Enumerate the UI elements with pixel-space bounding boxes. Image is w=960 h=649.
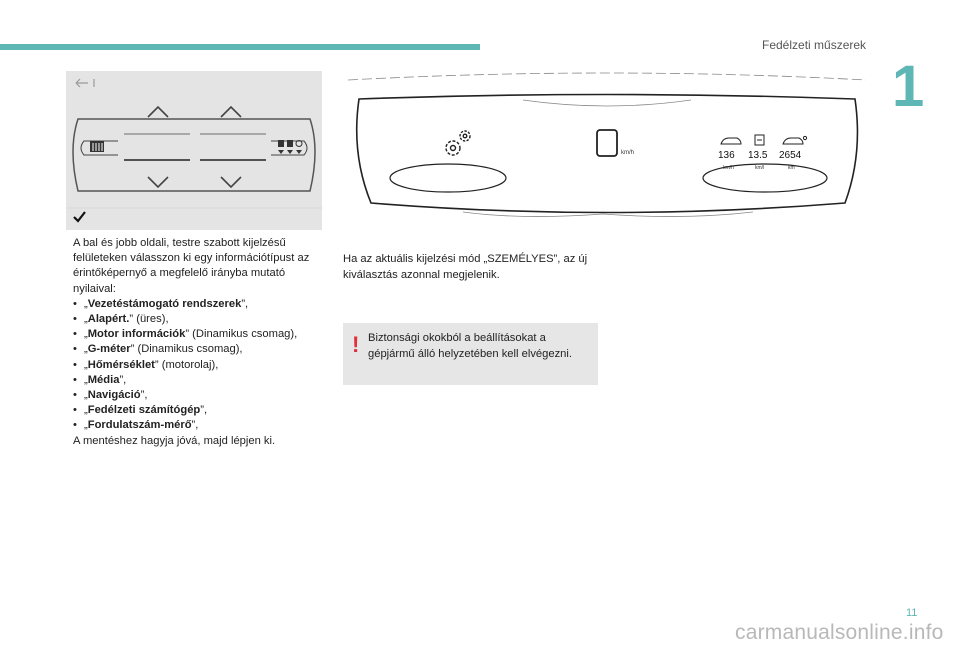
bullet: • bbox=[73, 389, 77, 402]
bullet: • bbox=[73, 404, 77, 417]
option-suffix: ” (motorolaj), bbox=[154, 358, 219, 371]
option-suffix: ”, bbox=[119, 373, 127, 386]
left-display-window bbox=[390, 164, 506, 192]
option-name: Motor információk bbox=[87, 328, 186, 341]
quote-open: „ bbox=[84, 358, 88, 371]
quote-open: „ bbox=[84, 313, 88, 326]
bullet: • bbox=[73, 358, 77, 371]
touchscreen-drawing bbox=[66, 71, 322, 230]
info-bars-icon bbox=[90, 141, 104, 152]
quote-open: „ bbox=[84, 343, 88, 356]
option-item bbox=[60, 418, 322, 433]
option-suffix: ” (Dinamikus csomag), bbox=[185, 328, 298, 341]
step-text: A bal és jobb oldali, testre szabott kijelzésű felületeken válasszon ki egy információtípust az érintőképernyő a megfelelő irányba mutató nyilaival: bbox=[73, 237, 310, 295]
option-suffix: ”, bbox=[191, 419, 199, 432]
readout-unit: km/h bbox=[723, 165, 734, 171]
quote-open: „ bbox=[84, 373, 88, 386]
bullet: • bbox=[73, 328, 77, 341]
option-suffix: ” (Dinamikus csomag), bbox=[130, 343, 243, 356]
warning-text: Biztonsági okokból a beállításokat a gépjármű álló helyzetében kell elvégezni. bbox=[368, 332, 572, 360]
back-arrow-icon[interactable] bbox=[76, 79, 94, 87]
option-item bbox=[60, 327, 322, 342]
readout-value: 2654 bbox=[779, 150, 802, 161]
option-suffix: ” (üres), bbox=[129, 313, 169, 326]
touchscreen-illustration bbox=[66, 71, 322, 230]
settings-gears-icon bbox=[446, 131, 470, 155]
instruction-step bbox=[60, 434, 322, 449]
option-item bbox=[60, 373, 322, 388]
car-range-icon bbox=[783, 136, 807, 144]
option-name: G-méter bbox=[87, 343, 131, 356]
info-paragraph: Ha az aktuális kijelzési mód „SZEMÉLYES”, az új kiválasztás azonnal megjelenik. bbox=[343, 253, 588, 281]
cluster-drawing bbox=[343, 72, 872, 232]
option-name: Fordulatszám-mérő bbox=[87, 419, 192, 432]
cluster-outer-line bbox=[348, 73, 866, 80]
left-down-arrow[interactable] bbox=[148, 177, 168, 187]
speed-unit-label: km/h bbox=[621, 150, 635, 156]
option-suffix: ”, bbox=[140, 389, 148, 402]
fuel-icon bbox=[278, 140, 284, 147]
page-number: 11 bbox=[906, 607, 918, 619]
option-item bbox=[60, 312, 322, 327]
instruction-list bbox=[60, 236, 322, 449]
quote-open: „ bbox=[84, 389, 88, 402]
quote-open: „ bbox=[84, 328, 88, 341]
cluster-top-bezel bbox=[523, 100, 691, 106]
quote-open: „ bbox=[84, 297, 88, 310]
bullet: • bbox=[73, 343, 77, 356]
quote-open: „ bbox=[84, 419, 88, 432]
option-suffix: ”, bbox=[200, 404, 208, 417]
option-name: Navigáció bbox=[87, 389, 141, 402]
checkmark-icon[interactable] bbox=[74, 212, 85, 221]
option-name: Fedélzeti számítógép bbox=[87, 404, 201, 417]
right-display-window bbox=[703, 164, 827, 192]
battery-icon bbox=[287, 140, 293, 147]
left-up-arrow[interactable] bbox=[148, 107, 168, 117]
section-title: Fedélzeti műszerek bbox=[762, 38, 867, 52]
option-item bbox=[60, 297, 322, 312]
chapter-number: 1 bbox=[892, 54, 925, 119]
bullet: • bbox=[73, 297, 77, 310]
bullet: • bbox=[73, 419, 77, 432]
option-item bbox=[60, 388, 322, 403]
option-item bbox=[60, 342, 322, 357]
bullet: • bbox=[73, 373, 77, 386]
fuel-pump-icon bbox=[755, 135, 764, 145]
readout-value: 13.5 bbox=[748, 150, 768, 161]
watermark: carmanualsonline.info bbox=[735, 621, 944, 644]
right-up-arrow[interactable] bbox=[221, 107, 241, 117]
readout-unit: km bbox=[788, 165, 795, 171]
option-name: Hőmérséklet bbox=[87, 358, 155, 371]
speed-digit-box bbox=[597, 130, 617, 156]
header-accent-bar bbox=[0, 44, 480, 50]
step-text: A mentéshez hagyja jóvá, majd lépjen ki. bbox=[73, 434, 276, 447]
instrument-cluster-illustration bbox=[343, 72, 872, 232]
warning-icon: ! bbox=[352, 332, 360, 357]
right-down-arrow[interactable] bbox=[221, 177, 241, 187]
option-suffix: ”, bbox=[241, 297, 249, 310]
quote-open: „ bbox=[84, 404, 88, 417]
option-item bbox=[60, 403, 322, 418]
instruction-step bbox=[60, 236, 322, 297]
option-item bbox=[60, 358, 322, 373]
readout-unit: km/l bbox=[755, 165, 765, 171]
car-gauge-icon bbox=[721, 138, 741, 144]
option-name: Alapért. bbox=[87, 313, 130, 326]
readout-value: 136 bbox=[718, 150, 735, 161]
mode-icons-group bbox=[278, 140, 302, 154]
option-name: Média bbox=[87, 373, 120, 386]
bullet: • bbox=[73, 313, 77, 326]
option-name: Vezetéstámogató rendszerek bbox=[87, 297, 242, 310]
